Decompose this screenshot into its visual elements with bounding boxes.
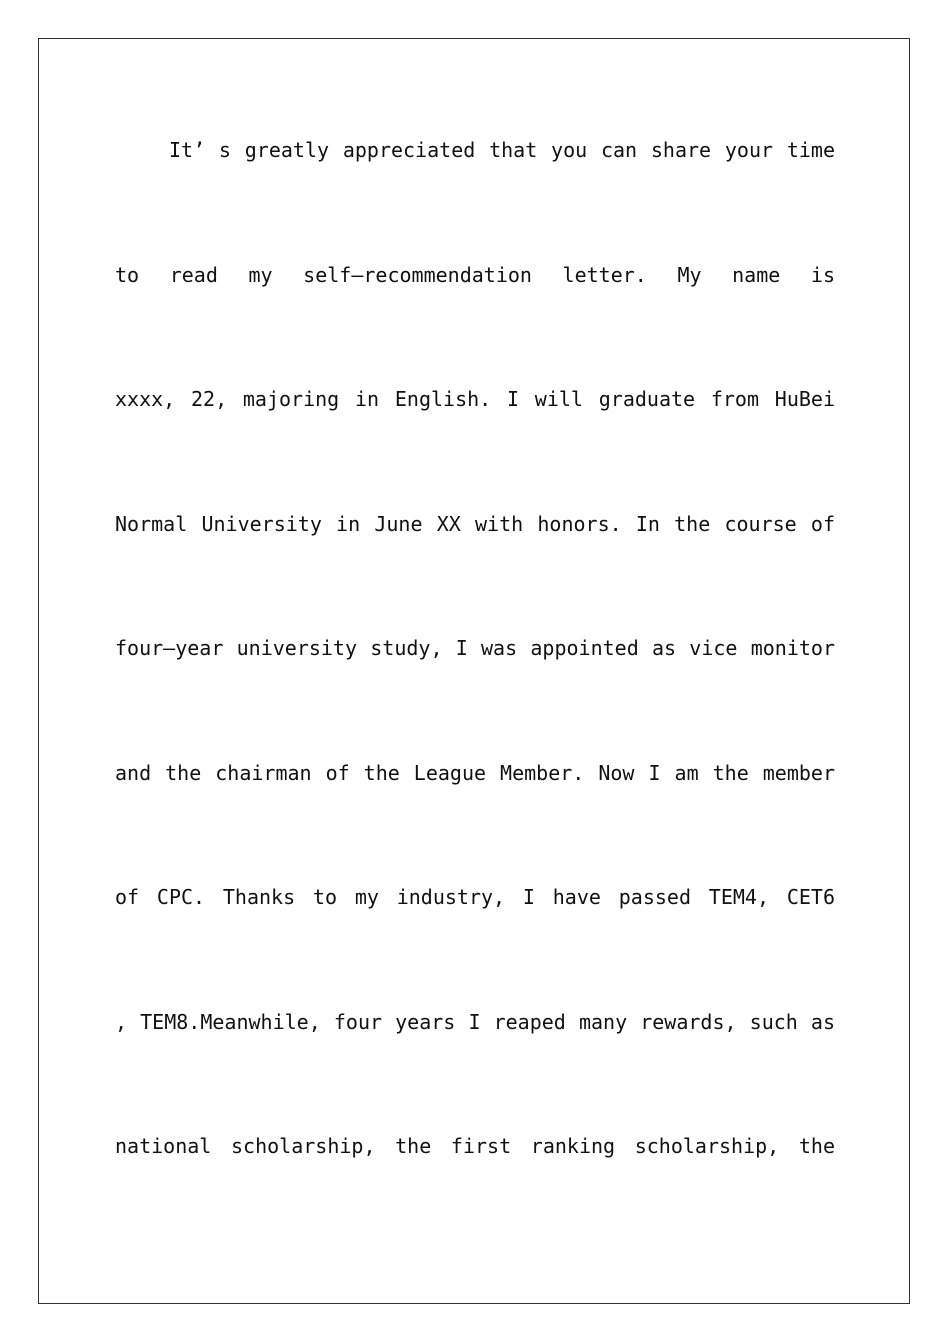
text-line: four—year university study, I was appointed as vice monitor [115,636,835,660]
text-line: , TEM8.Meanwhile, four years I reaped many rewards, such as [115,1009,835,1034]
text-line: It’ s greatly appreciated that you can share your time [169,138,835,162]
text-line: xxxx, 22, majoring in English. I will graduate from HuBei [115,387,835,411]
text-line: Normal University in June XX with honors. In the course of [115,511,835,536]
text-line: to read my self—recommendation letter. My name is [115,262,835,287]
text-line: national scholarship, the first ranking scholarship, the [115,1134,835,1158]
text-line: and the chairman of the League Member. Now I am the member [115,760,835,785]
text-line: of CPC. Thanks to my industry, I have passed TEM4, CET6 [115,885,835,909]
letter-body [115,122,835,1243]
